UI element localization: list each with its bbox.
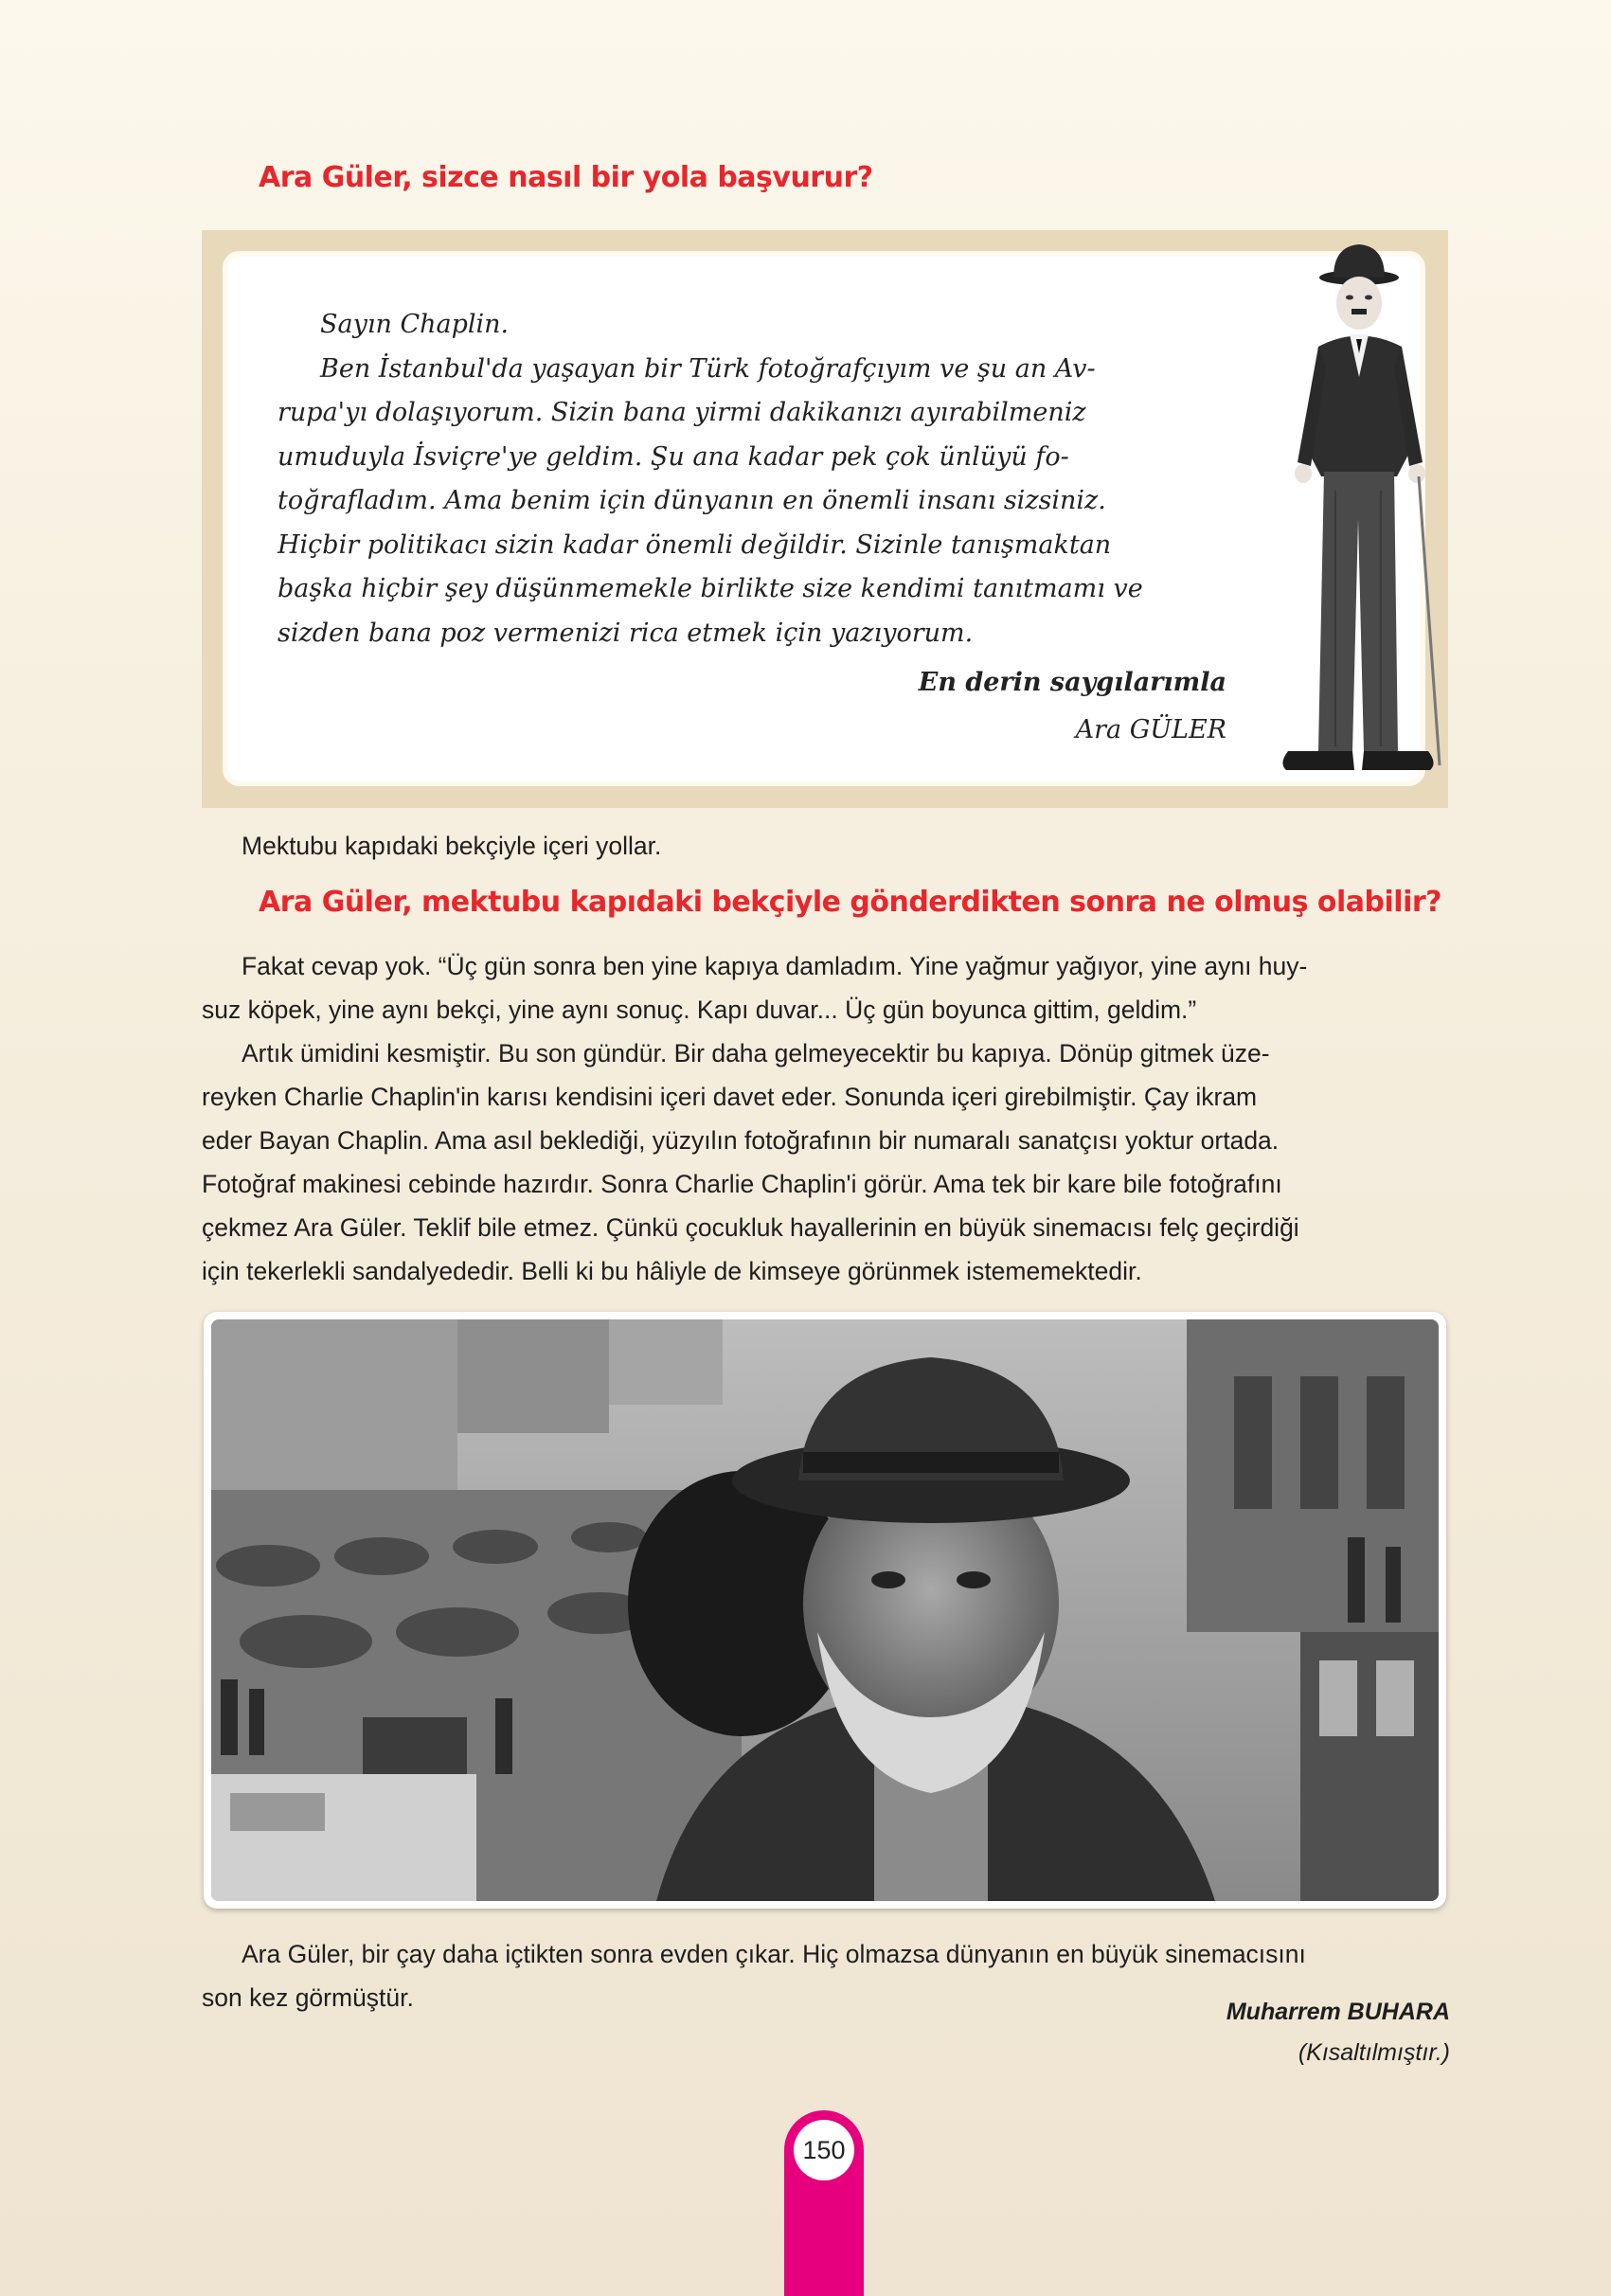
text-line: çekmez Ara Güler. Teklif bile etmez. Çünkü çocukluk hayallerinin en büyük sinemacısı felç geçirdiği bbox=[202, 1213, 1299, 1242]
photo-frame bbox=[204, 1312, 1446, 1909]
letter-line: başka hiçbir şey düşünmemekle birlikte size kendimi tanıtmamı ve bbox=[277, 574, 1143, 603]
author-name: Muharrem BUHARA bbox=[1226, 1999, 1450, 2025]
letter-line: toğrafladım. Ama benim için dünyanın en önemli insanı sizsiniz. bbox=[277, 486, 1106, 515]
text-line: Ara Güler, bir çay daha içtikten sonra evden çıkar. Hiç olmazsa dünyanın en büyük sinemacısını bbox=[242, 1940, 1306, 1968]
text-line: Fakat cevap yok. “Üç gün sonra ben yine kapıya damladım. Yine yağmur yağıyor, yine aynı huy- bbox=[242, 952, 1308, 980]
page-number: 150 bbox=[794, 2120, 854, 2180]
letter-line: Ben İstanbul'da yaşayan bir Türk fotoğrafçıyım ve şu an Av- bbox=[320, 353, 1096, 384]
text-line: eder Bayan Chaplin. Ama asıl beklediği, yüzyılın fotoğrafının bir numaralı sanatçısı yoktur ortada. bbox=[202, 1126, 1280, 1155]
question-heading-2: Ara Güler, mektubu kapıdaki bekçiyle gönderdikten sonra ne olmuş olabilir? bbox=[259, 886, 1442, 919]
letter-line: rupa'yı dolaşıyorum. Sizin bana yirmi dakikanızı ayırabilmeniz bbox=[277, 398, 1086, 427]
letter-line: Hiçbir politikacı sizin kadar önemli değildir. Sizinle tanışmaktan bbox=[277, 529, 1112, 560]
paragraph-send bbox=[202, 824, 1450, 868]
chaplin-illustration bbox=[1260, 235, 1449, 813]
letter-closing: En derin saygılarımla bbox=[918, 668, 1226, 697]
letter-paper bbox=[223, 251, 1425, 786]
text-line: Artık ümidini kesmiştir. Bu son gündür. Bir daha gelmeyecektir bu kapıya. Dönüp gitmek üze- bbox=[242, 1039, 1270, 1067]
letter-line: sizden bana poz vermenizi rica etmek için yazıyorum. bbox=[277, 618, 974, 648]
text-line: suz köpek, yine aynı bekçi, yine aynı sonuç. Kapı duvar... Üç gün boyunca gittim, geldim.” bbox=[202, 996, 1197, 1024]
paragraph-no-reply bbox=[202, 944, 1450, 1031]
text-line: Fotoğraf makinesi cebinde hazırdır. Sonra Charlie Chaplin'i görür. Ama tek bir kare bile fotoğrafını bbox=[202, 1170, 1282, 1198]
letter-salutation: Sayın Chaplin. bbox=[320, 310, 510, 339]
letter-line: umuduyla İsviçre'ye geldim. Şu ana kadar pek çok ünlüyü fo- bbox=[277, 441, 1069, 472]
abridged-note: (Kısaltılmıştır.) bbox=[1298, 2039, 1450, 2066]
text-line: reyken Charlie Chaplin'in karısı kendisini içeri davet eder. Sonunda içeri girebilmiştir. Çay ikram bbox=[202, 1083, 1258, 1111]
text-line: son kez görmüştür. bbox=[202, 1983, 414, 2012]
ara-guler-photo bbox=[211, 1319, 1439, 1901]
text-line: için tekerlekli sandalyededir. Belli ki bu hâliyle de kimseye görünmek istememektedir. bbox=[202, 1257, 1142, 1285]
text-line: Mektubu kapıdaki bekçiyle içeri yollar. bbox=[242, 832, 662, 860]
letter-text bbox=[277, 303, 1236, 655]
letter-signature: Ara GÜLER bbox=[1075, 715, 1226, 744]
question-heading-1: Ara Güler, sizce nasıl bir yola başvurur? bbox=[259, 161, 873, 194]
paragraph-main bbox=[202, 1031, 1450, 1293]
